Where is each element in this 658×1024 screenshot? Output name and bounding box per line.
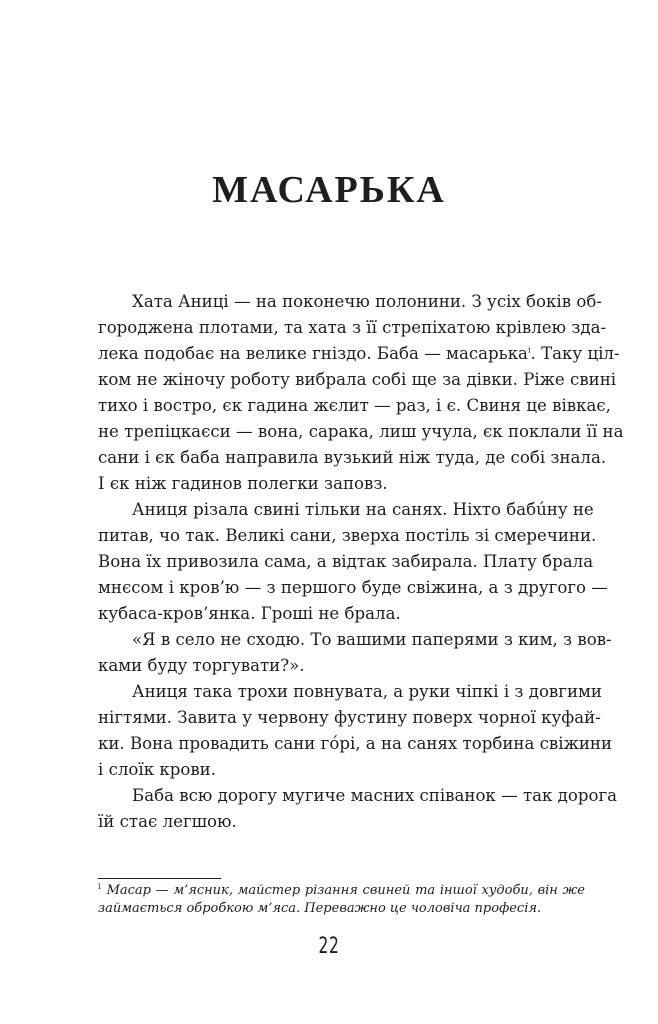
text-line [98, 523, 597, 549]
text-line-content: ком не жіночу роботу вибрала собі ще за дівки. Ріже свині [98, 370, 617, 389]
text-line [98, 471, 585, 497]
footnote [98, 882, 585, 918]
footnote-mark: i [98, 881, 101, 891]
text-line-content: Хата Аниці — на поконечю полонини. З усіх боків об- [132, 292, 602, 311]
text-line-content: Аниця різала свині тільки на санях. Ніхто бабúну не [132, 500, 594, 519]
text-line [98, 757, 585, 783]
body-text [98, 289, 624, 835]
text-line-content: їй стає легшою. [98, 812, 237, 831]
text-line-content: тихо і востро, єк гадина жєлит — раз, і є. Свиня це вівкає, [98, 396, 611, 415]
footnote-line [98, 900, 585, 918]
footnote-text: займається обробкою м’яса. Переважно це чоловіча професія. [98, 901, 542, 916]
text-line-content: ками буду торгувати?». [98, 656, 305, 675]
text-line-content: «Я в село не сходю. То вашими паперями з ким, з вов- [132, 630, 612, 649]
text-line-content: Вона їх привозила сама, а відтак забирала. Плату брала [98, 552, 594, 571]
text-line [98, 393, 611, 419]
text-line-content: нігтями. Завита у червону фустину поверх чорної куфай- [98, 708, 601, 727]
text-line [98, 445, 607, 471]
text-line-content: городжена плотами, та хата з її стрепіхатою крівлею зда- [98, 318, 607, 337]
text-line [98, 601, 585, 627]
text-line-content: сани і єк баба направила вузький ніж туда, де собі знала. [98, 448, 607, 467]
text-line [98, 289, 602, 315]
text-line-content: кубаса-кров’янка. Гроші не брала. [98, 604, 401, 623]
text-line [98, 783, 618, 809]
text-line [98, 549, 594, 575]
text-line-content: питав, чо так. Великі сани, зверха постіль зі смеречини. [98, 526, 597, 545]
text-line-content: Аниця така трохи повнувата, а руки чіпкі і з довгими [132, 682, 602, 701]
footnote-line [98, 882, 585, 900]
text-line-content: не трепіцкаєси — вона, сарака, лиш учула, єк поклали її на [98, 422, 624, 441]
text-line-content: лека подобає на велике гніздо. Баба — масарька [98, 344, 528, 363]
text-line [98, 341, 620, 367]
text-line [98, 497, 594, 523]
text-line-content: мнєсом і кров’ю — з першого буде свіжина, а з другого — [98, 578, 608, 597]
text-line [98, 367, 617, 393]
text-line [98, 731, 613, 757]
text-line [98, 419, 624, 445]
chapter-title: МАСАРЬКА [212, 169, 446, 211]
text-line [98, 705, 601, 731]
text-line [98, 653, 585, 679]
footnote-divider [98, 878, 221, 879]
text-line [98, 679, 602, 705]
text-line [98, 809, 585, 835]
footnote-reference: i [527, 345, 531, 355]
text-line-content: Баба всю дорогу мугиче масних співанок — так дорога [132, 786, 618, 805]
text-line-content: І єк ніж гадинов полегки заповз. [98, 474, 388, 493]
text-line-content: і слоїк крови. [98, 760, 217, 779]
page-number: 22 [318, 934, 340, 959]
footnote-text: Масар — м’ясник, майстер різання свиней та іншої худоби, він же [106, 883, 585, 898]
text-line-continuation: . Таку ціл- [530, 344, 620, 363]
text-line [98, 627, 612, 653]
text-line [98, 315, 607, 341]
text-line-content: ки. Вона провадить сани гóрі, а на санях торбина свіжини [98, 734, 613, 753]
text-line [98, 575, 608, 601]
